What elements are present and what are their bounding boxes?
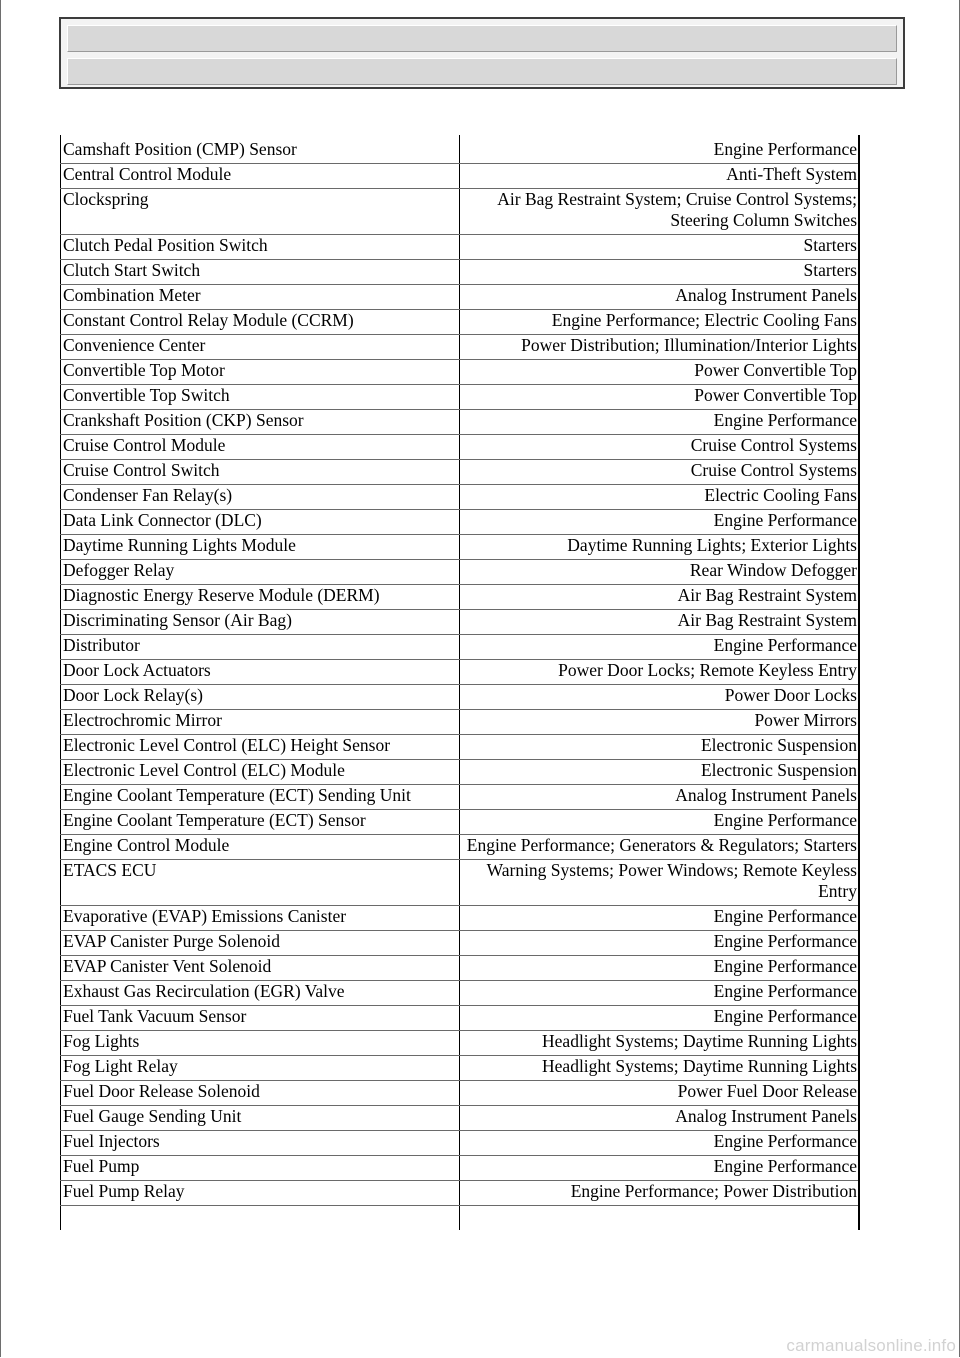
component-cell: Exhaust Gas Recirculation (EGR) Valve [61,981,460,1006]
section-cell: Engine Performance [460,981,860,1006]
section-cell: Power Convertible Top [460,360,860,385]
table-row [61,1056,860,1081]
component-cell: Distributor [61,635,460,660]
section-cell: Electric Cooling Fans [460,485,860,510]
component-cell: Fog Lights [61,1031,460,1056]
section-cell: Analog Instrument Panels [460,785,860,810]
component-cell: Convertible Top Motor [61,360,460,385]
component-cell: Engine Coolant Temperature (ECT) Sensor [61,810,460,835]
table-row [61,1081,860,1106]
component-cell: Convenience Center [61,335,460,360]
banner-title-bar [67,25,897,52]
component-cell: Diagnostic Energy Reserve Module (DERM) [61,585,460,610]
section-cell: Headlight Systems; Daytime Running Lights [460,1031,860,1056]
table-row [61,760,860,785]
component-cell: Condenser Fan Relay(s) [61,485,460,510]
table-row [61,485,860,510]
table-row [61,710,860,735]
table-row [61,335,860,360]
component-cell: Clutch Start Switch [61,260,460,285]
component-cell: Constant Control Relay Module (CCRM) [61,310,460,335]
component-cell: Evaporative (EVAP) Emissions Canister [61,906,460,931]
component-cell: Fuel Pump [61,1156,460,1181]
table-row [61,410,860,435]
table-row [61,189,860,235]
table-row [61,635,860,660]
component-cell [61,1206,460,1231]
section-cell: Engine Performance [460,906,860,931]
component-index-table [60,135,860,1230]
table-row [61,260,860,285]
section-cell: Engine Performance; Power Distribution [460,1181,860,1206]
component-cell: Fuel Tank Vacuum Sensor [61,1006,460,1031]
component-cell: Fuel Pump Relay [61,1181,460,1206]
component-cell: Clockspring [61,189,460,235]
component-cell: Defogger Relay [61,560,460,585]
component-cell: Central Control Module [61,164,460,189]
section-cell: Power Door Locks [460,685,860,710]
component-cell: Convertible Top Switch [61,385,460,410]
section-cell: Analog Instrument Panels [460,1106,860,1131]
table-row [61,610,860,635]
section-cell: Air Bag Restraint System [460,610,860,635]
table-row [61,860,860,906]
table-row [61,685,860,710]
section-cell: Engine Performance [460,810,860,835]
table-row [61,560,860,585]
table-row [61,164,860,189]
section-cell: Engine Performance; Electric Cooling Fans [460,310,860,335]
table-row [61,785,860,810]
component-cell: Crankshaft Position (CKP) Sensor [61,410,460,435]
section-cell: Headlight Systems; Daytime Running Lights [460,1056,860,1081]
component-cell: Cruise Control Module [61,435,460,460]
section-cell: Engine Performance [460,635,860,660]
table-row [61,235,860,260]
component-cell: ETACS ECU [61,860,460,906]
component-cell: Electronic Level Control (ELC) Height Sensor [61,735,460,760]
section-cell: Engine Performance [460,135,860,164]
table-row [61,1156,860,1181]
section-cell: Engine Performance [460,956,860,981]
table-row [61,385,860,410]
section-cell: Power Door Locks; Remote Keyless Entry [460,660,860,685]
component-cell: Fog Light Relay [61,1056,460,1081]
section-cell [460,1206,860,1231]
table-row [61,1031,860,1056]
table-row [61,810,860,835]
section-cell: Starters [460,260,860,285]
section-cell: Power Mirrors [460,710,860,735]
table-row [61,735,860,760]
table-row [61,435,860,460]
table-row [61,460,860,485]
component-cell: Data Link Connector (DLC) [61,510,460,535]
section-cell: Cruise Control Systems [460,460,860,485]
table-row [61,1106,860,1131]
section-cell: Power Convertible Top [460,385,860,410]
section-cell: Air Bag Restraint System [460,585,860,610]
table-row [61,360,860,385]
header-banner [59,17,905,89]
table-row [61,660,860,685]
table-row [61,585,860,610]
table-row [61,310,860,335]
section-cell: Engine Performance [460,1156,860,1181]
component-cell: Combination Meter [61,285,460,310]
table-row [61,285,860,310]
component-cell: Fuel Door Release Solenoid [61,1081,460,1106]
component-cell: Daytime Running Lights Module [61,535,460,560]
section-cell: Electronic Suspension [460,760,860,785]
section-cell: Power Distribution; Illumination/Interior Lights [460,335,860,360]
table-row [61,981,860,1006]
component-cell: Cruise Control Switch [61,460,460,485]
section-cell: Cruise Control Systems [460,435,860,460]
watermark: carmanualsonline.info [786,1336,956,1355]
table-row-blank [61,1206,860,1231]
section-cell: Air Bag Restraint System; Cruise Control Systems; Steering Column Switches [460,189,860,235]
component-cell: Engine Control Module [61,835,460,860]
component-cell: EVAP Canister Purge Solenoid [61,931,460,956]
component-cell: Electrochromic Mirror [61,710,460,735]
component-cell: Discriminating Sensor (Air Bag) [61,610,460,635]
section-cell: Anti-Theft System [460,164,860,189]
component-cell: Fuel Injectors [61,1131,460,1156]
table-row [61,906,860,931]
table-row [61,1181,860,1206]
section-cell: Engine Performance [460,1006,860,1031]
component-cell: Electronic Level Control (ELC) Module [61,760,460,785]
table-row [61,1131,860,1156]
table-row [61,931,860,956]
section-cell: Rear Window Defogger [460,560,860,585]
section-cell: Daytime Running Lights; Exterior Lights [460,535,860,560]
table-row [61,135,860,164]
table-row [61,535,860,560]
section-cell: Engine Performance [460,410,860,435]
section-cell: Electronic Suspension [460,735,860,760]
section-cell: Engine Performance [460,510,860,535]
section-cell: Engine Performance [460,1131,860,1156]
component-cell: Engine Coolant Temperature (ECT) Sending Unit [61,785,460,810]
component-cell: EVAP Canister Vent Solenoid [61,956,460,981]
component-cell: Door Lock Relay(s) [61,685,460,710]
table-row [61,510,860,535]
component-cell: Fuel Gauge Sending Unit [61,1106,460,1131]
section-cell: Engine Performance [460,931,860,956]
component-cell: Door Lock Actuators [61,660,460,685]
section-cell: Engine Performance; Generators & Regulators; Starters [460,835,860,860]
section-cell: Starters [460,235,860,260]
component-cell: Clutch Pedal Position Switch [61,235,460,260]
table-row [61,835,860,860]
section-cell: Analog Instrument Panels [460,285,860,310]
section-cell: Warning Systems; Power Windows; Remote Keyless Entry [460,860,860,906]
banner-subtitle-bar [67,58,897,85]
component-cell: Camshaft Position (CMP) Sensor [61,135,460,164]
section-cell: Power Fuel Door Release [460,1081,860,1106]
table-row [61,956,860,981]
table-row [61,1006,860,1031]
